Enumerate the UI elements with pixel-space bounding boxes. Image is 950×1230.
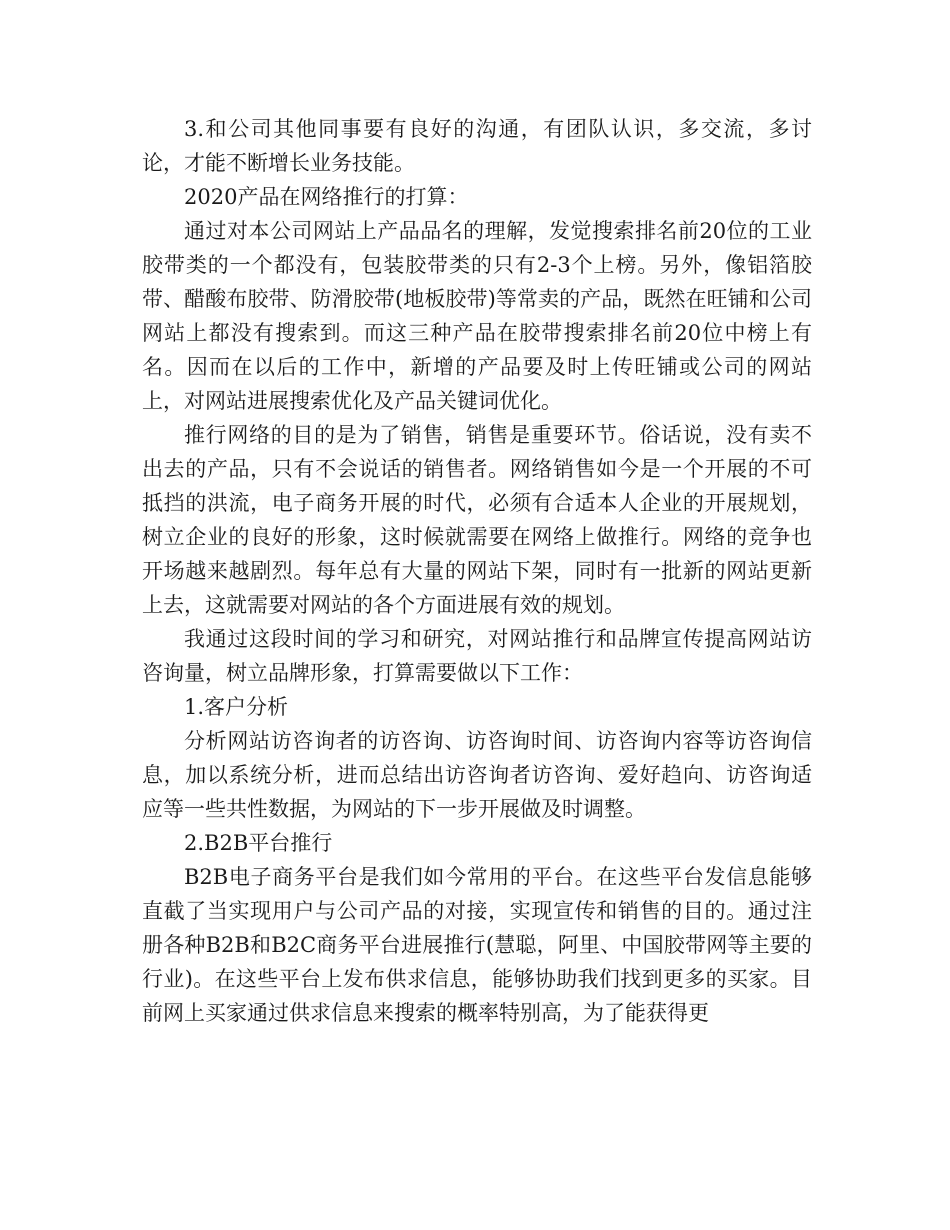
paragraph-customer-analysis-heading: 1.客户分析 (184, 695, 289, 719)
paragraph-b2b-heading: 2.B2B平台推行 (184, 831, 333, 855)
paragraph-customer-analysis: 分析网站访咨询者的访咨询、访咨询时间、访咨询内容等访咨询信息，加以系统分析，进而总结出访咨询者访咨询、爱好趋向、访咨询适应等一些共性数据，为网站的下一步开展做及时调整。 (142, 729, 812, 821)
document-body (142, 112, 812, 1030)
paragraph-communication: 3.和公司其他同事要有良好的沟通，有团队认识，多交流，多讨论，才能不断增长业务技能。 (142, 117, 812, 175)
paragraph-plan-heading: 2020产品在网络推行的打算： (184, 185, 469, 209)
paragraph-work-plan: 我通过这段时间的学习和研究，对网站推行和品牌宣传提高网站访咨询量，树立品牌形象，打算需要做以下工作： (142, 627, 812, 685)
paragraph-product-search: 通过对本公司网站上产品品名的理解，发觉搜索排名前20位的工业胶带类的一个都没有，包装胶带类的只有2-3个上榜。另外，像铝箔胶带、醋酸布胶带、防滑胶带(地板胶带)等常卖的产品，既然在旺铺和公司网站上都没有搜索到。而这三种产品在胶带搜索排名前20位中榜上有名。因而在以后的工作中，新增的产品要及时上传旺铺或公司的网站上，对网站进展搜索优化及产品关键词优化。 (142, 219, 812, 413)
paragraph-network-sales: 推行网络的目的是为了销售，销售是重要环节。俗话说，没有卖不出去的产品，只有不会说话的销售者。网络销售如今是一个开展的不可抵挡的洪流，电子商务开展的时代，必须有合适本人企业的开展规划，树立企业的良好的形象，这时候就需要在网络上做推行。网络的竞争也开场越来越剧烈。每年总有大量的网站下架，同时有一批新的网站更新上去，这就需要对网站的各个方面进展有效的规划。 (142, 423, 812, 617)
paragraph-b2b-platform: B2B电子商务平台是我们如今常用的平台。在这些平台发信息能够直截了当实现用户与公司产品的对接，实现宣传和销售的目的。通过注册各种B2B和B2C商务平台进展推行(慧聪，阿里、中国胶带网等主要的行业)。在这些平台上发布供求信息，能够协助我们找到更多的买家。目前网上买家通过供求信息来搜索的概率特别高，为了能获得更 (142, 865, 812, 1025)
